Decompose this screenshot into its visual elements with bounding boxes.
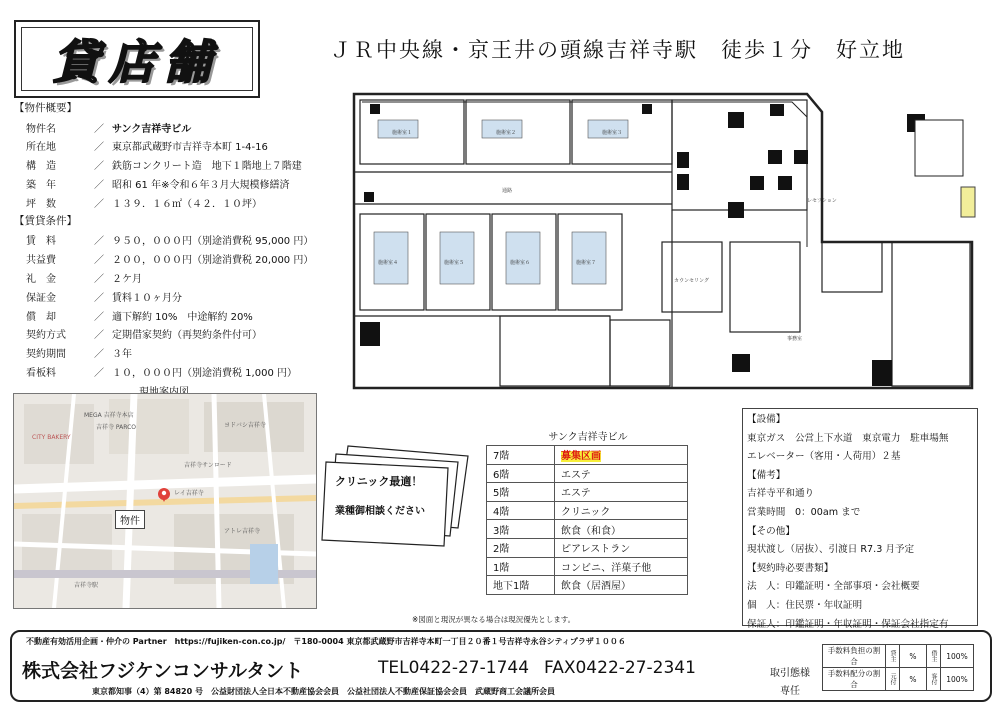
disclaimer-note: ※図面と現況が異なる場合は現況優先とします。 [412,615,576,624]
terms-separator: ／ [94,236,104,248]
floor-tenant: クリニック [555,501,688,520]
fee-lessee-label: 借主 [927,645,941,668]
floor-level: 7階 [487,446,555,465]
floor-level: 3階 [487,520,555,539]
overview-heading: 【物件概要】 [14,102,77,114]
terms-value: 適下解約 10% 中途解約 20% [112,311,253,323]
plan-room-6: 施術室６ [510,260,531,266]
overview-row [14,193,334,212]
title-box [14,20,260,98]
terms-separator: ／ [94,330,104,342]
terms-label: 保証金 [26,292,56,304]
transaction-mode-label: 取引態様 [770,668,810,679]
plan-counsel: カウンセリング [674,278,709,284]
info-box [742,408,978,630]
floor-tenant: ピアレストラン [555,538,688,557]
floor-tenant: 飲食（和食） [555,520,688,539]
plan-corridor: 通路 [502,188,513,194]
floor-tenant [555,446,688,465]
fee-table [822,644,974,691]
overview-row [14,137,334,156]
terms-separator: ／ [94,311,104,323]
map-place-4: 吉祥寺サンロード [184,462,232,469]
floor-level: 地下1階 [487,576,555,595]
info-line: 東京ガス 公営上下水道 東京電力 駐車場無 [747,432,949,444]
terms-separator: ／ [94,368,104,380]
overview-separator: ／ [94,198,104,210]
overview-value: １３９．１６㎡（４２．１０坪） [112,198,262,210]
overview-label: 構 造 [26,161,56,173]
floor-row [487,538,688,557]
overview-value: 鉄筋コンクリート造 地下１階地上７階建 [112,161,302,173]
floor-row [487,483,688,502]
overview-row [14,174,334,193]
info-line: エレベーター（客用・人荷用）２基 [747,451,901,463]
overview-label: 物件名 [26,123,56,135]
info-heading: 【その他】 [747,525,795,537]
terms-value: ９５０，０００円（別途消費税 95,000 円） [112,236,314,248]
floor-caption: サンク吉祥寺ビル [548,432,628,443]
fee-lessor-pct: % [900,645,927,668]
flyer-line-2: 業種御相談ください [335,506,425,517]
map-place-0: CITY BAKERY [32,434,71,441]
overview-list [14,118,334,212]
fee-lessee-pct: 100% [941,645,974,668]
terms-row [14,343,334,362]
overview-separator: ／ [94,142,104,154]
info-line: 個 人：住民票・年収証明 [747,599,863,611]
floor-tenant: 飲食（居酒屋） [555,576,688,595]
map-place-1: 吉祥寺 PARCO [96,424,137,431]
headline: ＪＲ中央線・京王井の頭線吉祥寺駅 徒歩１分 好立地 [330,38,905,62]
info-heading: 【備考】 [747,469,786,481]
terms-value: １０，０００円（別途消費税 1,000 円） [112,368,297,380]
overview-label: 築 年 [26,180,56,192]
terms-row [14,287,334,306]
overview-separator: ／ [94,180,104,192]
plan-room-4: 施術室４ [378,260,399,266]
floor-tenant: エステ [555,483,688,502]
overview-value: 東京都武蔵野市吉祥寺本町 1-4-16 [112,142,268,154]
terms-row [14,325,334,344]
fee-origin-pct: % [900,668,927,691]
partner-line: 不動産有効活用企画・仲介の Partner https://fujiken-con.co.jp/ 〒180-0004 東京都武蔵野市吉祥寺本町一丁目２０番１号吉祥寺永谷シティプラザ１００６ [26,637,626,646]
info-heading: 【設備】 [747,414,786,425]
plan-room-2: 施術室２ [496,130,517,136]
info-line: 保証人：印鑑証明・年収証明・保証会社指定有 [747,618,949,630]
terms-row [14,249,334,268]
floor-level: 1階 [487,557,555,576]
terms-value: ３年 [112,349,132,361]
terms-heading: 【賃貸条件】 [14,214,77,227]
plan-room-5: 施術室５ [444,260,465,266]
overview-label: 所在地 [26,142,56,154]
transaction-mode-value: 専任 [780,686,800,697]
floor-row [487,446,688,465]
map-place-2: MEGA 吉祥寺本店 [84,412,134,419]
floor-level: 2階 [487,538,555,557]
floor-row [487,576,688,595]
tel-number: TEL0422-27-1744 [378,658,530,678]
plan-reception: レセプション [807,198,837,204]
map-graphic [14,394,316,608]
fax-number: FAX0422-27-2341 [544,658,696,678]
info-line: 現状渡し（居抜）、引渡日 R7.3 月予定 [747,544,915,556]
info-line: 法 人：印鑑証明・全部事項・会社概要 [747,581,920,593]
flyer-line-1: クリニック最適！ [335,475,423,488]
overview-row [14,155,334,174]
terms-separator: ／ [94,255,104,267]
info-line: 吉祥寺平和通り [747,488,815,500]
plan-room-1: 施術室１ [392,130,413,136]
map-place-7: アトレ吉祥寺 [224,528,261,535]
floor-level: 5階 [487,483,555,502]
floor-level: 6階 [487,464,555,483]
terms-label: 契約方式 [26,330,66,342]
footer [10,630,992,702]
fee-client-pct: 100% [941,668,974,691]
location-map[interactable] [13,393,317,609]
floor-plan [352,92,980,390]
fee-burden-label: 手数料負担の割合 [823,645,886,668]
map-property-label: 物件 [115,510,145,529]
company-name: 株式会社フジケンコンサルタント [22,660,304,682]
floor-directory [486,445,688,595]
terms-list [14,231,334,381]
terms-value: ２００，０００円（別途消費税 20,000 円） [112,255,314,267]
floor-tenant: エステ [555,464,688,483]
floor-level: 4階 [487,501,555,520]
terms-label: 共益費 [26,255,56,267]
floor-row [487,464,688,483]
vacancy-highlight: 募集区画 [561,451,601,463]
terms-label: 償 却 [26,311,56,323]
floor-row [487,557,688,576]
terms-row [14,231,334,250]
overview-value: サンク吉祥寺ビル [112,123,192,135]
terms-value: 賃料１０ヶ月分 [112,292,182,304]
overview-label: 坪 数 [26,198,56,210]
terms-separator: ／ [94,274,104,286]
floor-tenant: コンビニ、洋菓子他 [555,557,688,576]
map-place-6: ヨドバシ吉祥寺 [224,422,266,429]
flyer-stack [318,440,478,558]
fee-origin-label: 元付 [886,668,900,691]
fee-client-label: 客付 [927,668,941,691]
overview-row [14,118,334,137]
plan-room-7: 施術室７ [576,260,597,266]
terms-row [14,362,334,381]
overview-separator: ／ [94,161,104,173]
license-line: 東京都知事（4）第 84820 号 公益財団法人全日本不動産協会会員 公益社団法人不動産保証協会会員 武蔵野商工会議所会員 [92,687,555,696]
terms-separator: ／ [94,349,104,361]
overview-separator: ／ [94,123,104,135]
terms-label: 賃 料 [26,236,56,248]
terms-value: 定期借家契約（再契約条件付可） [112,330,262,342]
floor-row [487,501,688,520]
terms-row [14,268,334,287]
terms-row [14,306,334,325]
terms-value: ２ケ月 [112,274,142,286]
fee-lessor-label: 貸主 [886,645,900,668]
page-title: 貸店舗 [53,35,221,89]
floor-row [487,520,688,539]
terms-label: 契約期間 [26,349,66,361]
terms-label: 看板料 [26,368,56,380]
title-frame [21,27,253,91]
map-place-3: レイ吉祥寺 [174,490,204,497]
info-heading: 【契約時必要書類】 [747,562,834,574]
info-line: 営業時間 0：00am まで [747,506,861,518]
property-overview-section [14,99,334,398]
plan-office: 事務室 [787,336,803,342]
fee-split-label: 手数料配分の割合 [823,668,886,691]
plan-room-3: 施術室３ [602,130,623,136]
terms-label: 礼 金 [26,274,56,286]
terms-separator: ／ [94,292,104,304]
overview-value: 昭和 61 年※令和６年３月大規模修繕済 [112,180,290,192]
map-place-5: 吉祥寺駅 [74,582,99,589]
